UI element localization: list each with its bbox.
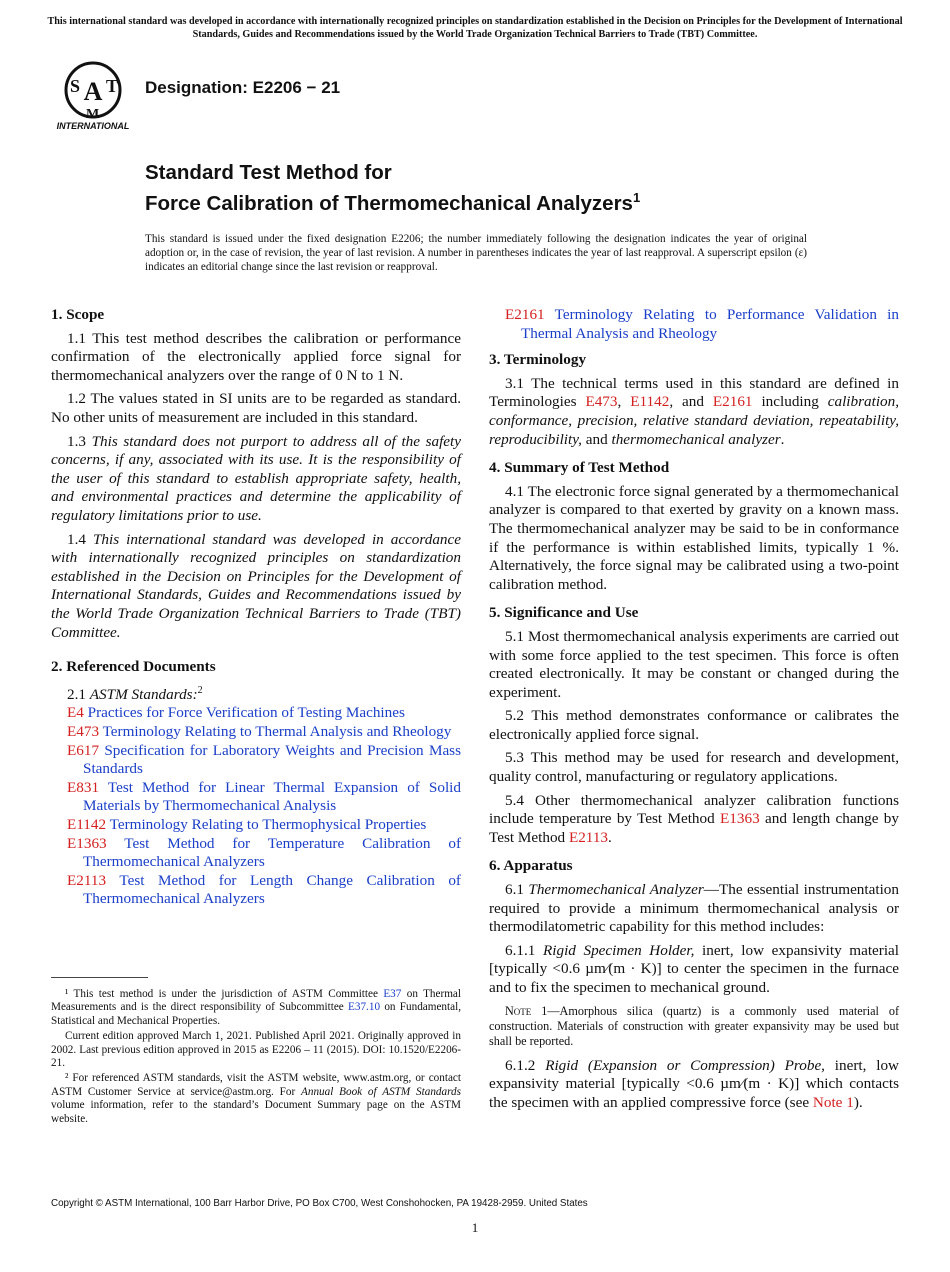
- reference-item[interactable]: E1142 Terminology Relating to Thermophysical Properties: [67, 815, 427, 833]
- top-notice: This international standard was developed in accordance with internationally recognized principles on standardization established in the Decision on Principles for the Development of International Standards, Guides and Recommendations issued by the World Trade Organization Technical Barriers to Trade (TBT) Committee.: [47, 16, 903, 40]
- astm-standards-subheading: 2.1 ASTM Standards:$^2$: [67, 684, 203, 703]
- paragraph-1-3: 1.3 This standard does not purport to address all of the safety concerns, if any, associated with its use. It is the responsibility of the user of this standard to establish appropriate safety, health, and environmental practices and determine the applicability of regulatory limitations prior to use.: [51, 432, 462, 524]
- section-heading-apparatus: 6. Apparatus: [489, 857, 573, 875]
- subcommittee-link[interactable]: E37.10: [348, 1001, 381, 1014]
- svg-text:S: S: [70, 76, 81, 96]
- page-number: 1: [471, 1220, 479, 1235]
- committee-link[interactable]: E37: [383, 988, 402, 1000]
- astm-logo: [52, 58, 134, 132]
- ref-link[interactable]: E473: [585, 393, 618, 411]
- title-line-1: Standard Test Method for: [145, 161, 392, 184]
- footnote-1-edition: Current edition approved March 1, 2021. Published April 2021. Originally approved in 2002. Last previous edition approved in 2015 as E2206 – 11 (2015). DOI: 10.1520/E2206-21.: [51, 1030, 461, 1070]
- reference-item[interactable]: E617 Specification for Laboratory Weights and Precision Mass Standards: [67, 741, 462, 778]
- left-column: [51, 306, 461, 909]
- section-heading-terminology: 3. Terminology: [489, 351, 587, 369]
- svg-text:T: T: [106, 76, 119, 96]
- designation: Designation: E2206 − 21: [145, 78, 341, 97]
- paragraph-4-1: 4.1 The electronic force signal generated by a thermomechanical analyzer is compared to that exerted by gravity on a known mass. The thermomechanical analyzer may be said to be in conformance if the performance is within established limits, typically 1 %. Alternatively, the force signal may be calibrated using a two-point calibration method.: [489, 482, 899, 593]
- paragraph-6-1-2: 6.1.2 Rigid (Expansion or Compression) Probe, inert, low expansivity material [typically <0.6 µm⁄(m · K)] which contacts the specimen with an applied compressive force (see Note 1).: [489, 1056, 900, 1111]
- paragraph-5-3: 5.3 This method may be used for research and development, quality control, manufacturing or regulatory applications.: [489, 749, 899, 786]
- paragraph-1-2: 1.2 The values stated in SI units are to be regarded as standard. No other units of measurement are included in this standard.: [51, 390, 461, 426]
- section-heading-referenced-documents: 2. Referenced Documents: [51, 658, 216, 676]
- reference-item[interactable]: E831 Test Method for Linear Thermal Expansion of Solid Materials by Thermomechanical Analysis: [67, 778, 461, 815]
- footnote-1: ¹ This test method is under the jurisdiction of ASTM Committee E37 on Thermal Measurements and is the direct responsibility of Subcommittee E37.10 on Fundamental, Statistical and Mechanical Properties.: [51, 988, 461, 1027]
- paragraph-1-1: 1.1 This test method describes the calibration or performance confirmation of the electronically applied force signal for thermomechanical analyzers over the range of 0 N to 1 N.: [51, 329, 461, 384]
- svg-text:A: A: [83, 77, 103, 106]
- footnotes: [51, 988, 461, 1128]
- ref-link[interactable]: E2113: [568, 828, 609, 846]
- ref-link[interactable]: E2161: [712, 393, 753, 411]
- right-column: [489, 306, 899, 1117]
- ref-link[interactable]: E1363: [720, 810, 760, 828]
- note-1: Note 1—Amorphous silica (quartz) is a commonly used material of construction. Materials of construction with greater expansivity may be used but shall be reported.: [489, 1003, 899, 1048]
- title-line-2: Force Calibration of Thermomechanical Analyzers: [145, 191, 633, 215]
- section-heading-significance: 5. Significance and Use: [489, 604, 639, 622]
- footnote-divider: [51, 977, 148, 978]
- copyright-line: Copyright © ASTM International, 100 Barr Harbor Drive, PO Box C700, West Conshohocken, PA 19428-2959. United States: [51, 1198, 588, 1209]
- reference-item[interactable]: E1363 Test Method for Temperature Calibration of Thermomechanical Analyzers: [67, 834, 461, 871]
- document-title: [145, 160, 640, 216]
- paragraph-5-1: 5.1 Most thermomechanical analysis experiments are carried out with some force applied to the test specimen. This force is often created electronically. It may be constant or changed during the experiment.: [489, 627, 899, 701]
- ref-link[interactable]: E1142: [630, 393, 670, 411]
- issuance-abstract: This standard is issued under the fixed designation E2206; the number immediately following the designation indicates the year of original adoption or, in the case of revision, the year of last revision. A number in parentheses indicates the year of last reapproval. A superscript epsilon (ε) indicates an editorial change since the last revision or reapproval.: [145, 233, 807, 274]
- paragraph-5-2: 5.2 This method demonstrates conformance or calibrates the electronically applied force signal.: [489, 707, 899, 743]
- title-footnote-marker: 1: [632, 190, 641, 205]
- reference-item[interactable]: E4 Practices for Force Verification of Testing Machines: [67, 704, 405, 722]
- reference-item[interactable]: E2161 Terminology Relating to Performance Validation in Thermal Analysis and Rheology: [505, 306, 899, 342]
- paragraph-3-1: 3.1 The technical terms used in this standard are defined in Terminologies E473, E1142, and E2161 including calibration, conformance, precision, relative standard deviation, repeatability, reproducibility, and thermomechanical analyzer.: [489, 374, 900, 448]
- paragraph-6-1: 6.1 Thermomechanical Analyzer—The essential instrumentation required to provide a minimum thermomechanical analysis or thermodilatometric capability for this method includes:: [489, 881, 899, 936]
- section-heading-scope: 1. Scope: [51, 306, 105, 323]
- footnote-2: ² For referenced ASTM standards, visit the ASTM website, www.astm.org, or contact ASTM Customer Service at service@astm.org. For Annual Book of ASTM Standards volume information, refer to the standard’s Document Summary page on the ASTM website.: [51, 1072, 461, 1125]
- svg-text:M: M: [86, 107, 100, 122]
- paragraph-5-4: 5.4 Other thermomechanical analyzer calibration functions include temperature by Test Method E1363 and length change by Test Method E2113.: [489, 791, 899, 846]
- reference-item[interactable]: E2113 Test Method for Length Change Calibration of Thermomechanical Analyzers: [67, 871, 461, 908]
- reference-item[interactable]: E473 Terminology Relating to Thermal Analysis and Rheology: [67, 722, 452, 740]
- section-heading-summary: 4. Summary of Test Method: [489, 459, 670, 477]
- logo-wordmark: INTERNATIONAL: [56, 121, 130, 131]
- paragraph-1-4: 1.4 This international standard was developed in accordance with internationally recognized principles on standardization established in the Decision on Principles for the Development of International Standards, Guides and Recommendations issued by the World Trade Organization Technical Barriers to Trade (TBT) Committee.: [51, 530, 462, 641]
- paragraph-6-1-1: 6.1.1 Rigid Specimen Holder, inert, low expansivity material [typically <0.6 µm⁄(m · K)] to center the specimen in the furnace and to fix the specimen to mechanical ground.: [489, 941, 900, 996]
- note-link[interactable]: Note 1: [812, 1093, 854, 1111]
